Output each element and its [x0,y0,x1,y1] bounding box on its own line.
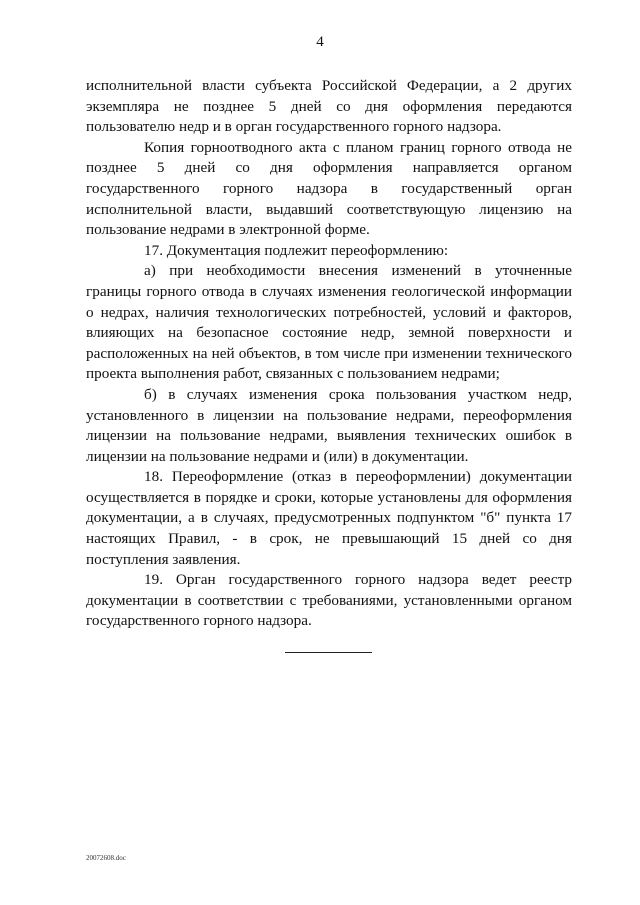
paragraph-item-17b: б) в случаях изменения срока пользования участком недр, установленного в лицензии на пользование недрами, переоформления лицензии на пользование недрами, выявления технических ошибок в лицензии на пользование недрами и (или) в документации. [86,385,572,465]
file-reference: 20072608.doc [86,854,126,862]
document-body [86,76,572,632]
end-divider-line [285,652,372,653]
paragraph-copy-of-mining-act: Копия горноотводного акта с планом границ горного отвода не позднее 5 дней со дня оформления направляется органом государственного горного надзора в государственный орган исполнительной власти, выдавший соответствующую лицензию на пользование недрами в электронной форме. [86,138,572,239]
paragraph-item-18: 18. Переоформление (отказ в переоформлении) документации осуществляется в порядке и сроки, которые установлены для оформления документации, а в случаях, предусмотренных подпунктом "б" пункта 17 настоящих Правил, - в срок, не превышающий 15 дней со дня поступления заявления. [86,468,572,568]
page-number: 4 [316,34,324,50]
paragraph-item-17a: а) при необходимости внесения изменений в уточненные границы горного отвода в случаях изменения геологической информации о недрах, наличия технологических потребностей, условий и факторов, влияющих на безопасное состояние недр, земной поверхности и расположенных на ней объектов, в том числе при изменении технического проекта выполнения работ, связанных с пользованием недрами; [86,262,572,383]
paragraph-item-19: 19. Орган государственного горного надзора ведет реестр документации в соответствии с требованиями, установленными органом государственного горного надзора. [86,571,572,630]
paragraph-item-17: 17. Документация подлежит переоформлению: [144,241,449,259]
paragraph-continuation: исполнительной власти субъекта Российской Федерации, а 2 других экземпляра не позднее 5 дней со дня оформления передаются пользователю недр и в орган государственного горного надзора. [86,77,572,136]
